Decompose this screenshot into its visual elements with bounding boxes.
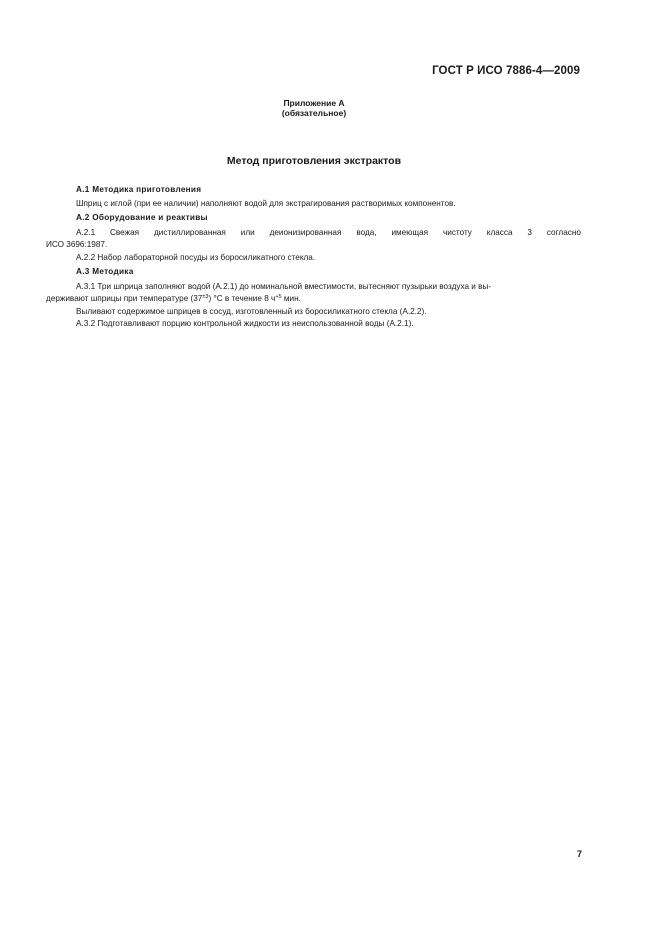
a31-line3: Выливают содержимое шприцев в сосуд, изготовленный из боросиликатного стекла (А.2.2). <box>76 307 427 316</box>
a21-word: Свежая <box>110 228 140 237</box>
a1-text: Шприц с иглой (при ее наличии) наполняют водой для экстрагирования растворимых компонентов. <box>76 199 456 208</box>
a21-word: имеющая <box>391 228 429 237</box>
a31-line1: А.3.1 Три шприца заполняют водой (А.2.1) до номинальной вместимости, вытесняют пузырьки воздуха и вы- <box>76 282 492 291</box>
a32-text: А.3.2 Подготавливают порцию контрольной жидкости из неиспользованной воды (А.2.1). <box>76 319 414 328</box>
a31-line2-end: мин. <box>281 294 301 303</box>
a21-word: А.2.1 <box>76 228 96 237</box>
a21-word: дистиллированная <box>154 228 226 237</box>
page-number: 7 <box>576 849 582 859</box>
a21-word: чистоту <box>442 228 472 237</box>
a21-word: 3 <box>527 228 532 237</box>
time-tolerance: +5 <box>275 294 282 300</box>
a31-line2-start: держивают шприцы при температуре (37 <box>46 294 203 303</box>
a21-line2: ИСО 3696:1987. <box>46 240 108 249</box>
a21-word: деионизированная <box>269 228 342 237</box>
a2-heading: А.2 Оборудование и реактивы <box>76 213 208 222</box>
a3-heading: А.3 Методика <box>76 267 134 276</box>
temperature-tolerance: ±3 <box>202 294 209 300</box>
a22-text: А.2.2 Набор лабораторной посуды из боросиликатного стекла. <box>76 253 316 262</box>
appendix-status: (обязательное) <box>281 108 347 118</box>
a31-line2-mid: ) °С в течение 8 ч <box>208 294 276 303</box>
standard-designation: ГОСТ Р ИСО 7886-4—2009 <box>432 65 580 77</box>
a21-word: согласно <box>546 228 581 237</box>
appendix-title: Приложение А <box>283 98 345 108</box>
a21-word: класса <box>486 228 513 237</box>
a21-word: вода, <box>356 228 377 237</box>
a1-heading: А.1 Методика приготовления <box>76 185 202 194</box>
a21-line1 <box>76 227 581 238</box>
a31-line2 <box>46 293 301 304</box>
section-title: Метод приготовления экстрактов <box>226 155 402 167</box>
a21-word: или <box>240 228 255 237</box>
